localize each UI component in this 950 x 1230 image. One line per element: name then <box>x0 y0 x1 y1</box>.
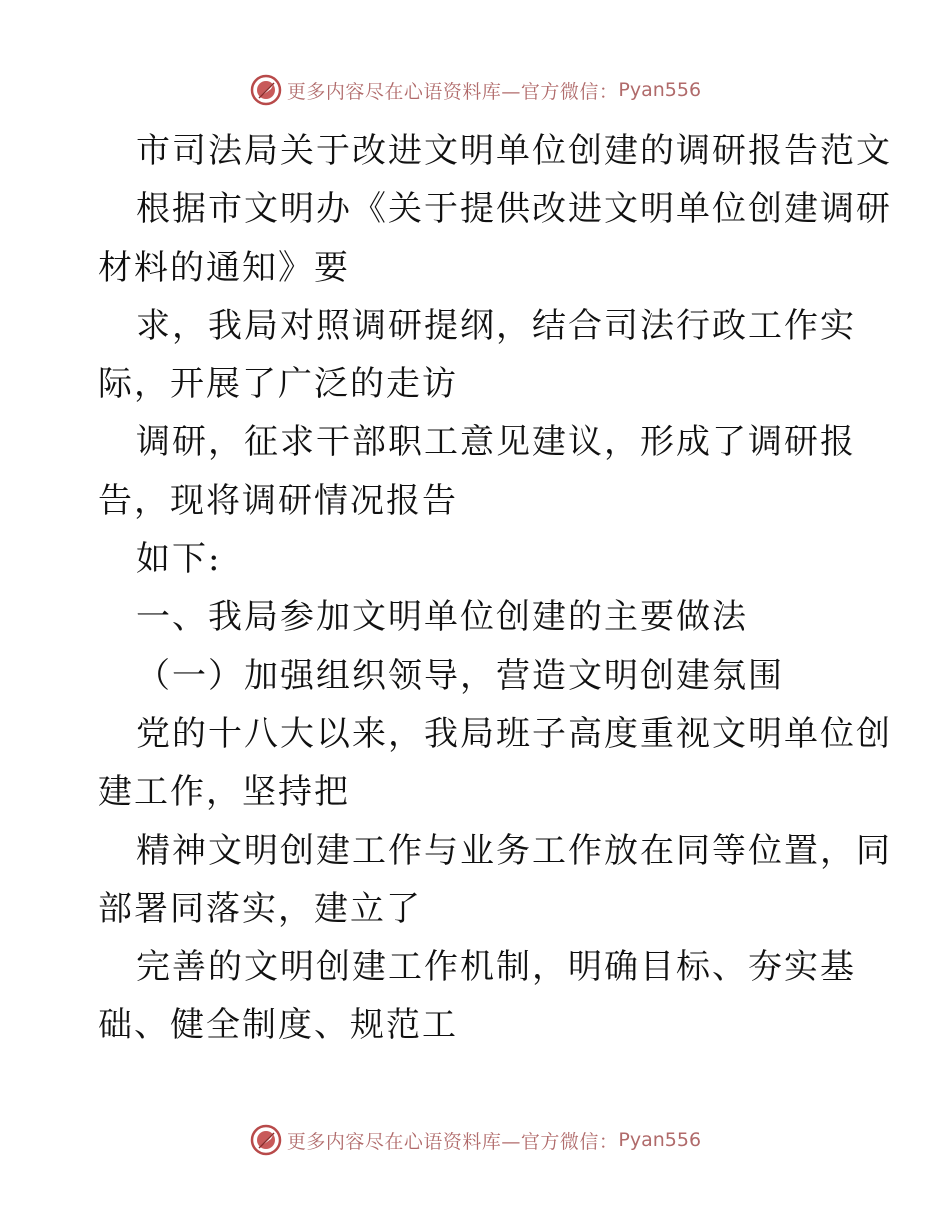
section-heading: 一、我局参加文明单位创建的主要做法 <box>136 597 748 638</box>
subsection-heading: （一）加强组织领导，营造文明创建氛围 <box>136 655 784 696</box>
watermark-text: 更多内容尽在心语资料库—官方微信： <box>286 1130 619 1153</box>
quill-logo-icon <box>249 73 283 107</box>
paragraph-line: 完善的文明创建工作机制，明确目标、夯实基 <box>136 947 856 988</box>
header-watermark <box>0 70 950 110</box>
paragraph-line: 求，我局对照调研提纲，结合司法行政工作实 <box>136 305 856 346</box>
paragraph-line: 部署同落实，建立了 <box>98 888 422 929</box>
paragraph-line: 际，开展了广泛的走访 <box>98 364 458 405</box>
paragraph-line: 精神文明创建工作与业务工作放在同等位置，同 <box>136 830 892 871</box>
paragraph-line: 建工作，坚持把 <box>98 772 350 813</box>
watermark-wechat-id: Pyan556 <box>618 79 702 101</box>
paragraph-line: 础、健全制度、规范工 <box>98 1005 458 1046</box>
watermark-wechat-id: Pyan556 <box>618 1129 702 1151</box>
watermark-text: 更多内容尽在心语资料库—官方微信： <box>286 80 619 103</box>
paragraph-line: 材料的通知》要 <box>98 247 350 288</box>
paragraph-line: 根据市文明办《关于提供改进文明单位创建调研 <box>136 189 892 230</box>
paragraph-line: 如下: <box>136 539 222 580</box>
paragraph-line: 党的十八大以来，我局班子高度重视文明单位创 <box>136 713 892 754</box>
document-title: 市司法局关于改进文明单位创建的调研报告范文 <box>136 131 892 171</box>
document-body <box>98 122 892 1055</box>
paragraph-line: 告，现将调研情况报告 <box>98 480 458 521</box>
quill-logo-icon <box>249 1123 283 1157</box>
paragraph-line: 调研，征求干部职工意见建议，形成了调研报 <box>136 422 856 463</box>
footer-watermark <box>0 1120 950 1160</box>
